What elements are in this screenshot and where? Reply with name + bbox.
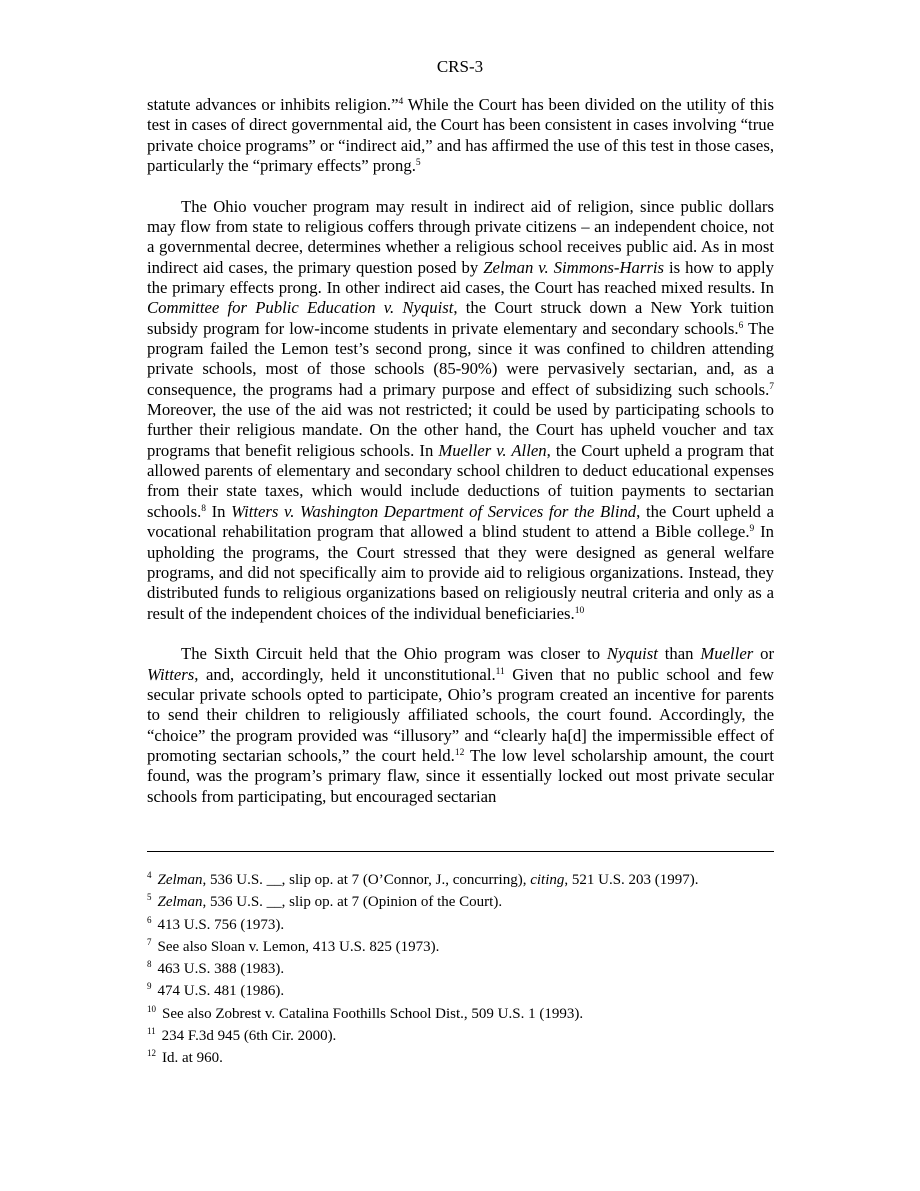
text-run: While the Court has been divided on the utility of this test in cases of direct governmental aid, the Court has been consistent in cases involving “true private choice programs” or “indirect aid,” and has affirmed the use of this test in those cases, particularly the “primary effects” prong. bbox=[147, 95, 775, 176]
footnote-text: 234 F.3d 945 (6th Cir. 2000). bbox=[161, 1028, 337, 1045]
case-name: Zelman bbox=[157, 872, 203, 888]
footnote-number: 6 bbox=[147, 914, 152, 925]
footnote-text: See also Sloan v. Lemon, 413 U.S. 825 (1973). bbox=[157, 938, 440, 955]
case-name: Zelman bbox=[157, 894, 203, 911]
case-name: Committee for Public Education v. Nyquist bbox=[147, 298, 454, 318]
text-run: The program failed the Lemon test’s second prong, since it was confined to children attending private schools, most of those schools (85-90%) were pervasively sectarian, and, as a consequence, the programs had a primary purpose and effect of subsidizing such schools. bbox=[147, 318, 774, 399]
footnote-number: 12 bbox=[147, 1048, 156, 1059]
footnote-6 bbox=[147, 916, 774, 938]
footnote-separator bbox=[147, 851, 774, 852]
text-run: or bbox=[753, 644, 775, 664]
footnote-text: Id. at 960. bbox=[162, 1050, 223, 1067]
footnotes bbox=[147, 871, 774, 1072]
text-run: , the Court upheld a program that allowed parents of elementary and secondary school children to deduct educational expenses from their state taxes, which would include deductions of tuition payments to sectarian schools. bbox=[147, 440, 774, 521]
text-run: The Ohio voucher program may result in indirect aid of religion, since public dollars may flow from state to religious coffers through private citizens – an independent choice, not a governmental decree, determines whether a religious school receives public aid. As in most indirect aid cases, the primary question posed by bbox=[147, 196, 774, 277]
case-name: Mueller v. Allen bbox=[438, 440, 547, 460]
footnote-text: See also Zobrest v. Catalina Foothills School Dist., 509 U.S. 1 (1993). bbox=[162, 1005, 584, 1022]
paragraph-2 bbox=[147, 197, 774, 624]
footnote-number: 7 bbox=[147, 936, 152, 947]
text-run: , and, accordingly, held it unconstitutional. bbox=[194, 664, 496, 684]
case-name: Witters bbox=[147, 664, 195, 684]
footnote-number: 11 bbox=[147, 1026, 156, 1037]
footnote-ref-10[interactable]: 10 bbox=[574, 605, 585, 616]
footnote-12 bbox=[147, 1049, 774, 1071]
text-run: , the Court struck down a New York tuition subsidy program for low-income students in private elementary and secondary schools. bbox=[147, 298, 774, 338]
case-name: Zelman v. Simmons-Harris bbox=[483, 257, 664, 277]
footnote-ref-11[interactable]: 11 bbox=[495, 666, 505, 677]
paragraph-1 bbox=[147, 95, 774, 176]
footnote-number: 10 bbox=[147, 1003, 156, 1014]
case-name: Witters v. Washington Department of Services for the Blind bbox=[231, 501, 637, 521]
footnote-5 bbox=[147, 893, 774, 915]
signal-word: citing bbox=[530, 872, 565, 888]
footnote-ref-8[interactable]: 8 bbox=[201, 503, 206, 514]
text-run: Moreover, the use of the aid was not restricted; it could be used by participating schools to further their religious mandate. On the other hand, the Court has upheld voucher and tax programs that benefit religious schools. In bbox=[147, 400, 774, 460]
footnote-number: 8 bbox=[147, 959, 152, 970]
footnote-text: 413 U.S. 756 (1973). bbox=[157, 916, 285, 933]
text-run: statute advances or inhibits religion.” bbox=[147, 95, 399, 114]
text-run: than bbox=[657, 644, 701, 664]
text-run: Given that no public school and few secular private schools opted to participate, Ohio’s program created an incentive for parents to send their children to religiously affiliated schools, the court found. Accordingly, the “choice” the program provided was “illusory” and “clearly ha[d] the impermissible effect of promoting sectarian schools,” the court held. bbox=[147, 664, 774, 765]
footnote-number: 5 bbox=[147, 892, 152, 903]
footnote-text: , 536 U.S. __, slip op. at 7 (Opinion of the Court). bbox=[202, 894, 503, 911]
text-run: is how to apply the primary effects prong. In other indirect aid cases, the Court has reached mixed results. In bbox=[147, 257, 774, 298]
footnote-ref-9[interactable]: 9 bbox=[749, 524, 755, 535]
text-run: , the Court upheld a vocational rehabilitation program that allowed a blind student to attend a Bible college. bbox=[147, 501, 775, 542]
footnote-4 bbox=[147, 871, 774, 893]
body-text bbox=[147, 95, 774, 807]
footnote-text: , 521 U.S. 203 (1997). bbox=[564, 872, 699, 888]
footnote-ref-12[interactable]: 12 bbox=[454, 747, 465, 758]
text-run: The Sixth Circuit held that the Ohio program was closer to bbox=[181, 644, 607, 664]
footnote-7 bbox=[147, 938, 774, 960]
footnote-text: , 536 U.S. __, slip op. at 7 (O’Connor, J., concurring), bbox=[202, 872, 531, 888]
footnote-text: 474 U.S. 481 (1986). bbox=[157, 983, 285, 1000]
footnote-8 bbox=[147, 960, 774, 982]
footnote-11 bbox=[147, 1027, 774, 1049]
text-run: In upholding the programs, the Court stressed that they were designed as general welfare programs, and did not specifically aim to provide aid to religious organizations. Instead, they distributed funds to religious organizations based on religiously neutral criteria and only as a result of the independent choices of the individual beneficiaries. bbox=[147, 522, 775, 623]
footnote-number: 9 bbox=[147, 981, 152, 992]
footnote-ref-6[interactable]: 6 bbox=[738, 320, 744, 331]
paragraph-3 bbox=[147, 644, 774, 807]
case-name: Mueller bbox=[700, 644, 754, 664]
footnote-ref-5[interactable]: 5 bbox=[415, 158, 421, 169]
footnote-number: 4 bbox=[147, 870, 152, 880]
text-run: The low level scholarship amount, the court found, was the program’s primary flaw, since it essentially locked out most private secular schools from participating, but encouraged sectarian bbox=[147, 745, 774, 806]
footnote-text: 463 U.S. 388 (1983). bbox=[157, 961, 285, 978]
footnote-ref-7[interactable]: 7 bbox=[769, 381, 774, 392]
page-label: CRS-3 bbox=[436, 57, 484, 76]
footnote-9 bbox=[147, 982, 774, 1004]
footnote-10 bbox=[147, 1005, 774, 1027]
footnote-ref-4[interactable]: 4 bbox=[398, 97, 404, 107]
case-name: Nyquist bbox=[606, 644, 658, 664]
text-run: In bbox=[205, 501, 232, 521]
